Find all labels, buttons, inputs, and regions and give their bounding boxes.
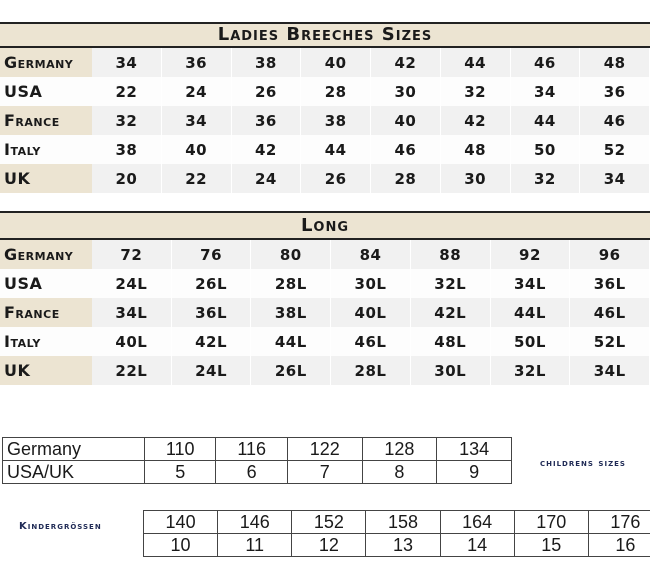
long-sizes-cell: 26L	[172, 269, 252, 298]
long-sizes-row-france	[0, 298, 650, 327]
childrens-sizes-cell: 5	[145, 461, 216, 484]
ladies-breeches-cell: 22	[92, 77, 162, 106]
ladies-breeches-cell: 34	[580, 164, 650, 193]
long-sizes-cell: 24L	[172, 356, 252, 385]
ladies-breeches-cell: 48	[580, 48, 650, 77]
long-sizes-cell: 28L	[251, 269, 331, 298]
ladies-breeches-cell: 48	[441, 135, 511, 164]
long-sizes-cell: 32L	[411, 269, 491, 298]
childrens-sizes-table	[2, 437, 512, 484]
ladies-breeches-row-label: France	[0, 106, 92, 135]
ladies-breeches-cell: 46	[580, 106, 650, 135]
childrens-sizes-cell: 6	[216, 461, 287, 484]
childrens-sizes-row	[3, 438, 512, 461]
ladies-breeches-row-uk	[0, 164, 650, 193]
long-sizes-row-uk	[0, 356, 650, 385]
childrens-sizes-row	[3, 461, 512, 484]
kindergroessen-cell: 11	[218, 534, 292, 557]
ladies-breeches-cell: 52	[580, 135, 650, 164]
childrens-sizes-cell: 7	[287, 461, 362, 484]
ladies-breeches-cell: 44	[511, 106, 581, 135]
ladies-breeches-cell: 32	[511, 164, 581, 193]
childrens-sizes-cell: 110	[145, 438, 216, 461]
kindergroessen-cell: 170	[514, 511, 588, 534]
ladies-breeches-row-label: Italy	[0, 135, 92, 164]
long-sizes-cell: 34L	[570, 356, 650, 385]
kindergroessen-cell: 164	[440, 511, 514, 534]
kindergroessen-cell: 158	[366, 511, 440, 534]
kindergroessen-cell: 16	[588, 534, 650, 557]
long-sizes-title: Long	[0, 211, 650, 240]
kindergroessen-cell: 146	[218, 511, 292, 534]
kindergroessen-cell: 176	[588, 511, 650, 534]
long-sizes-cell: 40L	[331, 298, 411, 327]
long-sizes-cell: 42L	[172, 327, 252, 356]
ladies-breeches-rows	[0, 48, 650, 193]
ladies-breeches-row-italy	[0, 135, 650, 164]
kindergroessen-row	[144, 511, 650, 534]
kindergroessen-cell: 10	[144, 534, 218, 557]
long-sizes-cell: 32L	[491, 356, 571, 385]
long-sizes-cell: 44L	[491, 298, 571, 327]
ladies-breeches-cell: 20	[92, 164, 162, 193]
long-sizes-cell: 44L	[251, 327, 331, 356]
long-sizes-row-label: UK	[0, 356, 92, 385]
ladies-breeches-cell: 36	[162, 48, 232, 77]
ladies-breeches-cell: 50	[511, 135, 581, 164]
ladies-breeches-cell: 38	[232, 48, 302, 77]
ladies-breeches-cell: 28	[371, 164, 441, 193]
long-sizes-cell: 42L	[411, 298, 491, 327]
kindergroessen-table	[143, 510, 650, 557]
long-sizes-cell: 30L	[331, 269, 411, 298]
long-sizes-cell: 88	[411, 240, 491, 269]
kindergroessen-cell: 140	[144, 511, 218, 534]
ladies-breeches-row-label: Germany	[0, 48, 92, 77]
long-sizes-row-label: Italy	[0, 327, 92, 356]
long-sizes-cell: 46L	[570, 298, 650, 327]
kindergroessen-cell: 14	[440, 534, 514, 557]
kindergroessen-cell: 152	[292, 511, 366, 534]
long-sizes-cell: 34L	[92, 298, 172, 327]
childrens-sizes-cell: 128	[362, 438, 437, 461]
ladies-breeches-cell: 42	[371, 48, 441, 77]
childrens-sizes-cell: 134	[437, 438, 512, 461]
ladies-breeches-cell: 40	[371, 106, 441, 135]
ladies-breeches-cell: 38	[301, 106, 371, 135]
long-sizes-cell: 36L	[570, 269, 650, 298]
childrens-sizes-row-label: Germany	[3, 438, 145, 461]
long-sizes-cell: 48L	[411, 327, 491, 356]
childrens-sizes-cell: 122	[287, 438, 362, 461]
long-sizes-row-label: Germany	[0, 240, 92, 269]
kindergroessen-cell: 12	[292, 534, 366, 557]
ladies-breeches-cell: 24	[232, 164, 302, 193]
ladies-breeches-cell: 40	[162, 135, 232, 164]
childrens-sizes-cell: 8	[362, 461, 437, 484]
kindergroessen-cell: 15	[514, 534, 588, 557]
ladies-breeches-cell: 34	[162, 106, 232, 135]
ladies-breeches-cell: 36	[580, 77, 650, 106]
ladies-breeches-cell: 28	[301, 77, 371, 106]
ladies-breeches-cell: 30	[441, 164, 511, 193]
long-sizes-cell: 92	[491, 240, 571, 269]
ladies-breeches-cell: 42	[441, 106, 511, 135]
ladies-breeches-cell: 46	[511, 48, 581, 77]
long-sizes-row-label: USA	[0, 269, 92, 298]
ladies-breeches-cell: 24	[162, 77, 232, 106]
childrens-sizes-cell: 9	[437, 461, 512, 484]
long-sizes-cell: 72	[92, 240, 172, 269]
long-sizes-cell: 46L	[331, 327, 411, 356]
ladies-breeches-cell: 32	[441, 77, 511, 106]
ladies-breeches-title: Ladies Breeches Sizes	[0, 22, 650, 48]
long-sizes-cell: 30L	[411, 356, 491, 385]
childrens-sizes-caption: childrens sizes	[540, 458, 626, 469]
ladies-breeches-cell: 46	[371, 135, 441, 164]
kindergroessen-cell: 13	[366, 534, 440, 557]
ladies-breeches-cell: 26	[232, 77, 302, 106]
childrens-sizes-cell: 116	[216, 438, 287, 461]
long-sizes-cell: 96	[570, 240, 650, 269]
long-sizes-table	[0, 211, 650, 385]
ladies-breeches-row-france	[0, 106, 650, 135]
long-sizes-cell: 52L	[570, 327, 650, 356]
long-sizes-cell: 22L	[92, 356, 172, 385]
ladies-breeches-cell: 34	[92, 48, 162, 77]
kindergroessen-row	[144, 534, 650, 557]
long-sizes-cell: 84	[331, 240, 411, 269]
ladies-breeches-cell: 30	[371, 77, 441, 106]
long-sizes-cell: 24L	[92, 269, 172, 298]
long-sizes-cell: 38L	[251, 298, 331, 327]
long-sizes-cell: 80	[251, 240, 331, 269]
long-sizes-cell: 34L	[491, 269, 571, 298]
ladies-breeches-table	[0, 22, 650, 193]
long-sizes-cell: 26L	[251, 356, 331, 385]
ladies-breeches-cell: 44	[441, 48, 511, 77]
long-sizes-row-usa	[0, 269, 650, 298]
ladies-breeches-cell: 34	[511, 77, 581, 106]
ladies-breeches-cell: 42	[232, 135, 302, 164]
long-sizes-cell: 50L	[491, 327, 571, 356]
long-sizes-cell: 40L	[92, 327, 172, 356]
kindergroessen-caption: Kindergrössen	[19, 521, 102, 532]
ladies-breeches-row-germany	[0, 48, 650, 77]
ladies-breeches-row-label: USA	[0, 77, 92, 106]
ladies-breeches-cell: 40	[301, 48, 371, 77]
long-sizes-cell: 36L	[172, 298, 252, 327]
ladies-breeches-cell: 44	[301, 135, 371, 164]
ladies-breeches-cell: 22	[162, 164, 232, 193]
ladies-breeches-row-label: UK	[0, 164, 92, 193]
long-sizes-rows	[0, 240, 650, 385]
long-sizes-row-italy	[0, 327, 650, 356]
long-sizes-cell: 76	[172, 240, 252, 269]
ladies-breeches-row-usa	[0, 77, 650, 106]
long-sizes-row-germany	[0, 240, 650, 269]
ladies-breeches-cell: 32	[92, 106, 162, 135]
long-sizes-row-label: France	[0, 298, 92, 327]
ladies-breeches-cell: 26	[301, 164, 371, 193]
ladies-breeches-cell: 36	[232, 106, 302, 135]
long-sizes-cell: 28L	[331, 356, 411, 385]
childrens-sizes-row-label: USA/UK	[3, 461, 145, 484]
ladies-breeches-cell: 38	[92, 135, 162, 164]
